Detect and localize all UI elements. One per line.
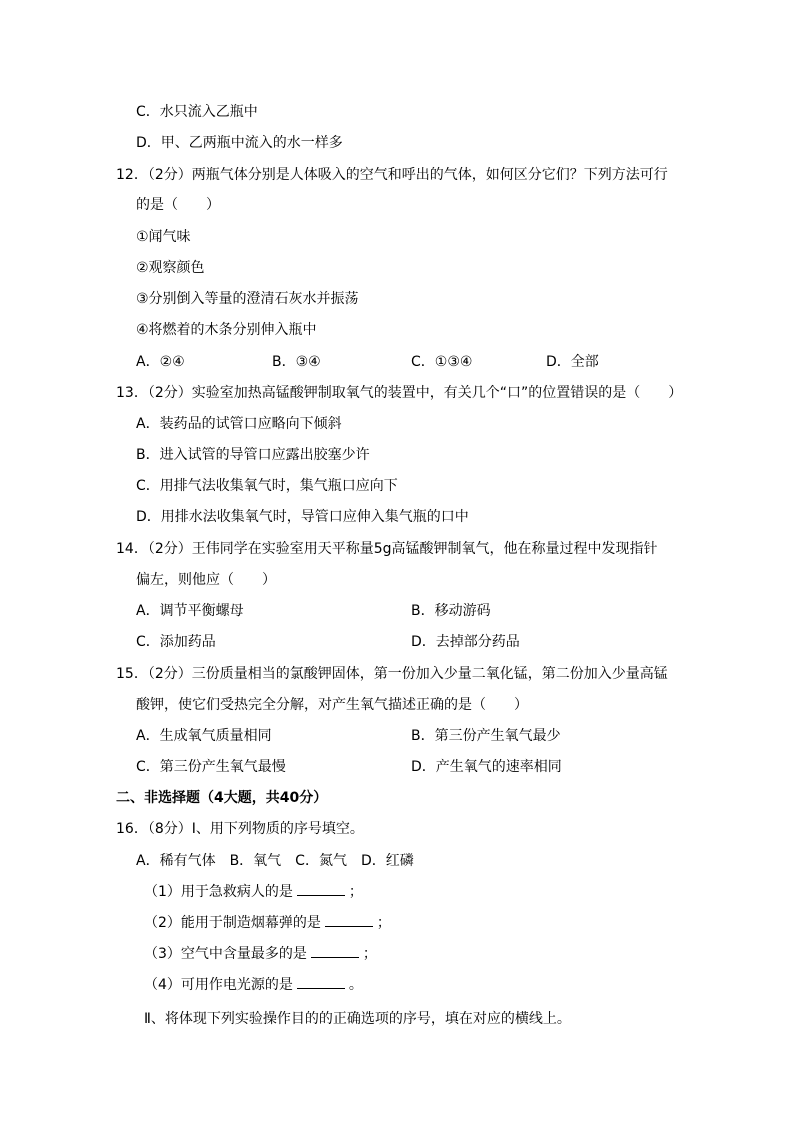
q14-stem-line2: 偏左，则他应（ ） — [136, 572, 276, 588]
q16-choices: A．稀有气体 B．氧气 C．氮气 D．红磷 — [136, 853, 414, 869]
q14-stem-line1: 14．（2分）王伟同学在实验室用天平称量5g高锰酸钾制氧气，他在称量过程中发现指针 — [116, 541, 658, 557]
section-heading: 二、非选择题（4大题，共40分） — [116, 790, 328, 806]
q15-option-b: B．第三份产生氧气最少 — [411, 728, 561, 744]
q16-sub3-text: （3）空气中含量最多的是 — [144, 946, 307, 962]
q12-stem-line2: 的是（ ） — [136, 197, 220, 213]
q14-option-b: B．移动游码 — [411, 603, 491, 619]
q12-item-2: ②观察颜色 — [136, 260, 205, 276]
q12-stem-line1: 12．（2分）两瓶气体分别是人体吸入的空气和呼出的气体，如何区分它们？下列方法可行 — [116, 167, 668, 183]
q13-option-b: B．进入试管的导管口应露出胶塞少许 — [136, 447, 370, 463]
q14-option-a: A．调节平衡螺母 — [136, 603, 244, 619]
q14-option-d: D．去掉部分药品 — [411, 634, 520, 650]
q16-sub2 — [144, 914, 391, 932]
q15-stem-line2: 酸钾，使它们受热完全分解，对产生氧气描述正确的是（ ） — [136, 697, 528, 713]
q16-sub1 — [144, 883, 363, 901]
q15-option-a: A．生成氧气质量相同 — [136, 728, 272, 744]
q15-stem-line1: 15．（2分）三份质量相当的氯酸钾固体，第一份加入少量二氧化锰，第二份加入少量高锰 — [116, 666, 668, 682]
q16-sub4-text: （4）可用作电光源的是 — [144, 977, 293, 993]
q12-option-c: C．①③④ — [411, 354, 473, 370]
answer-blank[interactable] — [311, 945, 359, 958]
q15-option-c: C．第三份产生氧气最慢 — [136, 759, 286, 775]
q12-item-3: ③分别倒入等量的澄清石灰水并振荡 — [136, 291, 359, 307]
answer-blank[interactable] — [297, 976, 345, 989]
q12-item-1: ①闻气味 — [136, 229, 191, 245]
q13-stem: 13．（2分）实验室加热高锰酸钾制取氧气的装置中，有关几个“口”的位置错误的是（ ） — [116, 385, 683, 401]
q12-item-4: ④将燃着的木条分别伸入瓶中 — [136, 322, 317, 338]
q11-option-d: D．甲、乙两瓶中流入的水一样多 — [136, 135, 343, 151]
q16-sub4 — [144, 976, 363, 994]
q15-option-d: D．产生氧气的速率相同 — [411, 759, 562, 775]
q13-option-a: A．装药品的试管口应略向下倾斜 — [136, 416, 342, 432]
q16-sub3 — [144, 945, 377, 963]
q16-sub2-end: ； — [376, 915, 391, 931]
answer-blank[interactable] — [297, 883, 345, 896]
q16-sub3-end: ； — [362, 946, 377, 962]
q16-sub1-end: ； — [348, 884, 363, 900]
q12-option-b: B．③④ — [272, 354, 321, 370]
q16-sub1-text: （1）用于急救病人的是 — [144, 884, 293, 900]
q16-part2-stem: Ⅱ、将体现下列实验操作目的的正确选项的序号，填在对应的横线上。 — [144, 1011, 571, 1027]
q12-option-a: A．②④ — [136, 354, 185, 370]
q14-option-c: C．添加药品 — [136, 634, 216, 650]
q11-option-c: C．水只流入乙瓶中 — [136, 104, 258, 120]
q12-option-d: D．全部 — [546, 354, 599, 370]
q13-option-c: C．用排气法收集氧气时，集气瓶口应向下 — [136, 478, 398, 494]
answer-blank[interactable] — [325, 914, 373, 927]
q16-sub4-end: 。 — [348, 977, 363, 993]
q16-sub2-text: （2）能用于制造烟幕弹的是 — [144, 915, 321, 931]
q16-stem: 16．（8分）Ⅰ、用下列物质的序号填空。 — [116, 821, 364, 837]
q13-option-d: D．用排水法收集氧气时，导管口应伸入集气瓶的口中 — [136, 509, 469, 525]
